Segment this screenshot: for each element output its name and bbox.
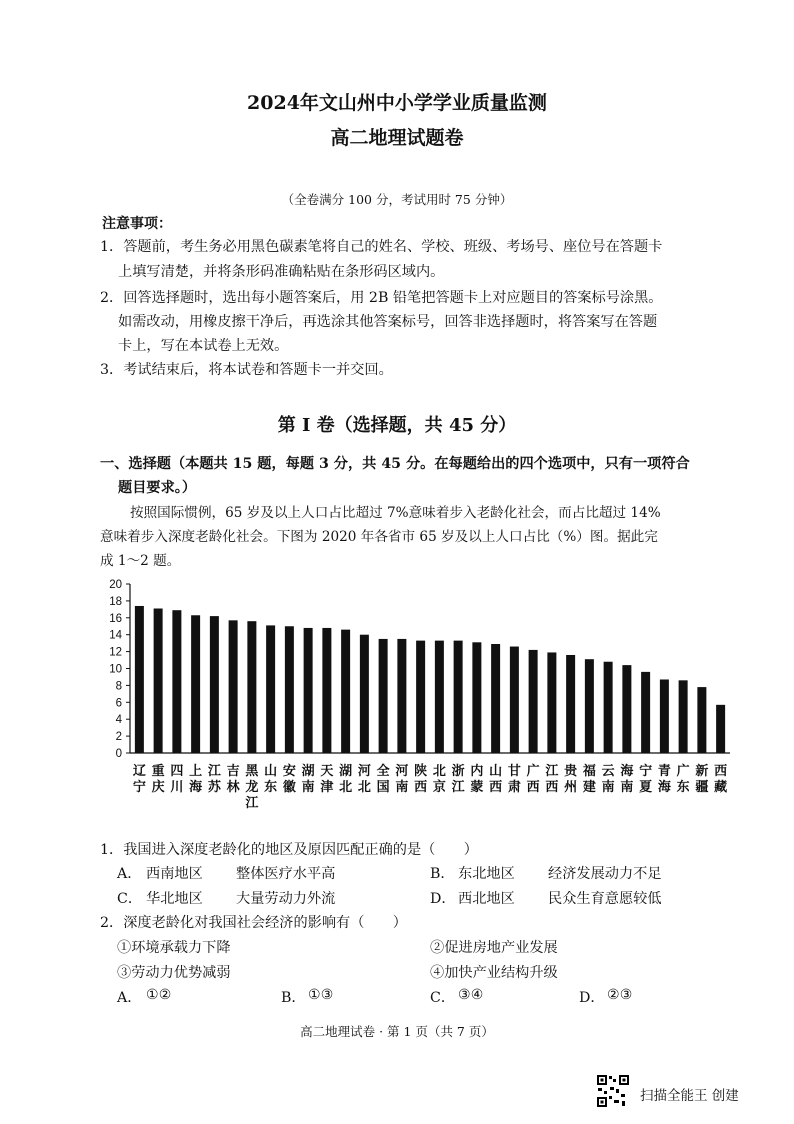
y-tick-label: 10 [109,663,122,676]
x-tick-label: 藏 [714,780,728,795]
x-tick-label: 林 [226,780,240,795]
x-tick-label: 蒙 [470,780,484,795]
x-tick-label: 内 [470,764,484,779]
notice-line: 2．回答选择题时，选出每小题答案后，用 2B 铅笔把答题卡上对应题目的答案标号涂黑。 [100,290,663,306]
statement-item: ①环境承载力下降 [117,940,231,956]
bar [604,662,613,753]
bar [229,620,238,753]
x-tick-label: 江 [245,796,259,811]
y-tick-label: 18 [109,595,122,608]
bar [341,630,350,753]
question-stem: 2．深度老龄化对我国社会经济的影响有（ ） [100,915,407,931]
statement-item: ③劳动力优势减弱 [117,965,231,981]
x-tick-label: 东 [264,780,278,795]
x-tick-label: 福 [582,764,596,779]
y-tick-label: 12 [109,646,122,659]
page-footer: 高二地理试卷 · 第 1 页（共 7 页） [300,1024,494,1039]
bar [660,679,669,753]
scanner-watermark: 扫描全能王 创建 [640,1088,739,1104]
x-tick-label: 青 [657,764,671,779]
x-tick-label: 西 [414,780,428,795]
bar [416,641,425,753]
x-tick-label: 广 [676,764,690,779]
score-note: （全卷满分 100 分，考试用时 75 分钟） [281,192,513,207]
section-instruction: 一、选择题（本题共 15 题，每题 3 分，共 45 分。在每题给出的四个选项中，只有一项符合 [100,456,690,472]
x-tick-label: 重 [151,764,165,779]
x-tick-label: 国 [376,780,390,795]
statement-item: ④加快产业结构升级 [430,965,558,981]
option-text: ①② [146,987,172,1003]
bar [266,625,275,753]
x-tick-label: 疆 [695,780,709,795]
x-tick-label: 新 [695,764,709,779]
notice-line: 上填写清楚，并将条形码准确粘贴在条形码区域内。 [118,264,445,280]
x-tick-label: 海 [620,764,634,779]
option-label: B． [430,866,455,882]
intro-line: 意味着步入深度老龄化社会。下图为 2020 年各省市 65 岁及以上人口占比（%）图。据此完 [100,529,658,545]
bar [135,606,144,753]
bar [529,650,538,753]
x-tick-label: 东 [676,780,690,795]
x-tick-label: 西 [714,764,728,779]
x-tick-label: 西 [489,780,503,795]
notice-heading: 注意事项： [102,216,172,232]
bar [191,615,200,753]
x-tick-label: 京 [432,780,446,795]
bar [641,672,650,753]
x-tick-label: 夏 [639,780,653,795]
notice-line: 1．答题前，考生务必用黑色碳素笔将自己的姓名、学校、班级、考场号、座位号在答题卡 [100,239,663,255]
question-stem: 1．我国进入深度老龄化的地区及原因匹配正确的是（ ） [100,842,478,858]
x-tick-label: 河 [395,764,409,779]
x-tick-label: 安 [282,764,296,779]
x-tick-label: 江 [545,764,559,779]
x-tick-label: 川 [170,780,184,795]
y-tick-label: 4 [115,714,122,727]
qr-code-icon [596,1074,630,1108]
x-tick-label: 湖 [339,764,353,779]
option-text: 大量劳动力外流 [236,891,336,907]
bar [360,635,369,753]
option-text: 民众生育意愿较低 [548,891,662,907]
x-tick-label: 肃 [507,780,521,795]
section-title: 第 I 卷（选择题，共 45 分） [277,415,517,436]
bar [716,705,725,753]
x-tick-label: 西 [526,780,540,795]
x-tick-label: 甘 [507,764,521,779]
bar [510,647,519,753]
bar [679,680,688,753]
y-tick-label: 16 [109,612,122,625]
x-tick-label: 庆 [151,780,165,795]
x-tick-label: 山 [489,764,503,779]
option-label: B． [281,990,306,1006]
bar [154,609,163,753]
x-tick-label: 州 [564,780,578,795]
option-label: A． [117,990,142,1006]
bar [697,687,706,753]
y-tick-label: 20 [109,579,122,591]
x-tick-label: 天 [320,764,334,779]
x-tick-label: 徽 [282,780,296,795]
x-tick-label: 苏 [207,780,221,795]
bar [247,621,256,753]
option-label: D． [579,990,605,1006]
x-tick-label: 上 [189,764,203,779]
x-tick-label: 山 [264,764,278,779]
bar [454,641,463,753]
exam-title: 2024年文山州中小学学业质量监测 [247,92,547,114]
bar [172,610,181,753]
x-tick-label: 全 [376,764,390,779]
x-tick-label: 南 [395,780,409,795]
x-tick-label: 江 [207,764,221,779]
y-tick-label: 0 [115,748,122,760]
x-tick-label: 龙 [245,780,259,795]
notice-line: 卡上，写在本试卷上无效。 [118,338,289,354]
bar [435,641,444,753]
bar [397,639,406,753]
x-tick-label: 南 [301,780,315,795]
x-tick-label: 北 [432,764,446,779]
option-region: 华北地区 [146,891,203,907]
bar [322,628,331,753]
intro-line: 成 1～2 题。 [100,553,181,569]
y-tick-label: 2 [115,731,122,744]
x-tick-label: 吉 [226,764,240,779]
x-tick-label: 广 [526,764,540,779]
notice-line: 3．考试结束后，将本试卷和答题卡一并交回。 [100,362,393,378]
y-tick-label: 14 [109,629,122,642]
statement-item: ②促进房地产业发展 [430,940,558,956]
x-tick-label: 河 [357,764,371,779]
x-tick-label: 海 [189,780,203,795]
x-tick-label: 湖 [301,764,315,779]
option-region: 西北地区 [458,891,515,907]
option-text: ②③ [607,987,633,1003]
x-tick-label: 建 [582,780,596,795]
x-tick-label: 四 [170,764,184,779]
option-text: 经济发展动力不足 [548,866,662,882]
bar [622,665,631,753]
option-text: 整体医疗水平高 [236,866,336,882]
x-tick-label: 海 [657,780,671,795]
x-tick-label: 辽 [132,764,146,779]
bar [491,644,500,753]
x-tick-label: 云 [601,764,615,779]
option-label: A． [117,866,142,882]
bar [379,639,388,753]
bar [285,626,294,753]
y-tick-label: 6 [115,697,122,710]
bar [304,628,313,753]
intro-line: 按照国际惯例，65 岁及以上人口占比超过 7%意味着步入老龄化社会，而占比超过 14% [130,505,661,521]
x-tick-label: 津 [320,780,334,795]
x-tick-label: 北 [339,780,353,795]
option-text: ③④ [458,987,484,1003]
bar [566,655,575,753]
section-instruction: 题目要求。） [118,480,197,496]
option-label: C． [430,990,456,1006]
x-tick-label: 陕 [414,764,428,779]
option-region: 西南地区 [146,866,203,882]
x-tick-label: 西 [545,780,559,795]
bar [210,616,219,753]
x-tick-label: 贵 [564,764,578,779]
x-tick-label: 北 [357,780,371,795]
x-tick-label: 南 [601,780,615,795]
bar [472,642,481,753]
x-tick-label: 宁 [132,780,146,795]
option-text: ①③ [308,987,334,1003]
option-label: C． [117,891,143,907]
y-tick-label: 8 [115,680,122,693]
x-tick-label: 南 [620,780,634,795]
bar [585,659,594,753]
exam-subtitle: 高二地理试题卷 [330,127,464,149]
bar [547,652,556,753]
x-tick-label: 黑 [245,764,259,779]
x-tick-label: 浙 [451,764,465,779]
notice-line: 如需改动，用橡皮擦干净后，再选涂其他答案标号，回答非选择题时，将答案写在答题 [118,314,658,330]
option-label: D． [430,891,456,907]
x-tick-label: 宁 [639,764,653,779]
x-tick-label: 江 [451,780,465,795]
option-region: 东北地区 [458,866,515,882]
aging-population-bar-chart [96,574,746,824]
